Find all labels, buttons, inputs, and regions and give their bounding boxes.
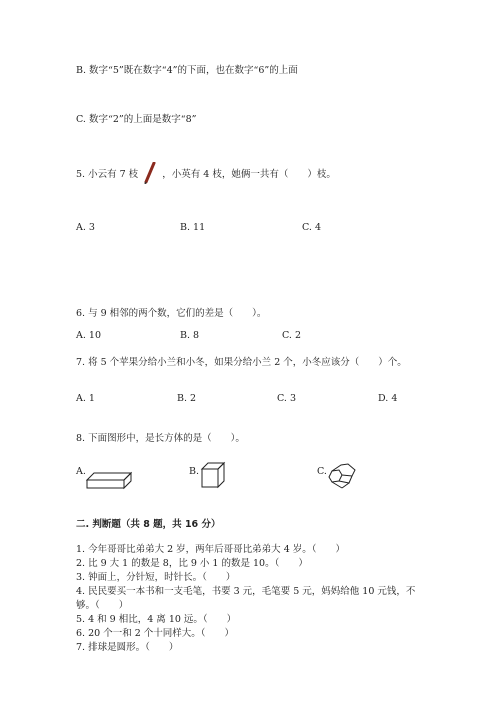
cube-icon (200, 461, 226, 489)
q5-text-before: 5. 小云有 7 枝 (76, 169, 139, 180)
judge-item-6: 6. 20 个一和 2 个十同样大。（ ） (76, 628, 235, 639)
q4-option-c: C. 数字“2”的上面是数字“8” (76, 114, 197, 125)
judge-item-5: 5. 4 和 9 相比，4 离 10 远。（ ） (76, 614, 237, 625)
q7-option-c: C. 3 (277, 393, 297, 404)
q5-question (76, 162, 336, 184)
hexagonal-prism-icon (326, 462, 358, 490)
judge-item-4-line-2: 够。（ ） (76, 600, 129, 611)
q5-text-after: ，小英有 4 枝，她俩一共有（ ）枝。 (162, 169, 336, 180)
q6-option-b: B. 8 (180, 330, 200, 341)
q8-option-b-label: B. (189, 466, 200, 477)
q8-option-c-label: C. (317, 466, 327, 477)
q6-option-a: A. 10 (76, 330, 101, 341)
judge-item-3: 3. 钟面上，分针短，时针长。（ ） (76, 572, 236, 583)
q6-option-c: C. 2 (282, 330, 302, 341)
section-2-title: 二. 判断题（共 8 题，共 16 分） (76, 519, 221, 530)
q7-option-a: A. 1 (76, 393, 95, 404)
q8-question: 8. 下面图形中，是长方体的是（ ）。 (76, 433, 245, 444)
q6-question: 6. 与 9 相邻的两个数，它们的差是（ ）。 (76, 308, 267, 319)
q8-option-a-label: A. (76, 466, 86, 477)
q7-option-b: B. 2 (177, 393, 197, 404)
q7-question: 7. 将 5 个苹果分给小兰和小冬，如果分给小兰 2 个，小冬应该分（ ）个。 (76, 357, 407, 368)
q7-option-d: D. 4 (378, 393, 398, 404)
q4-option-b: B. 数字“5”既在数字“4”的下面，也在数字“6”的上面 (76, 65, 298, 76)
judge-item-7: 7. 排球是圆形。（ ） (76, 642, 179, 653)
judge-item-4-line-1: 4. 民民要买一本书和一支毛笔，书要 3 元，毛笔要 5 元，妈妈给他 10 元钱，不 (76, 586, 416, 597)
flat-cuboid-icon (86, 468, 132, 490)
q5-option-c: C. 4 (302, 222, 322, 233)
q5-option-a: A. 3 (76, 222, 95, 233)
q5-option-b: B. 11 (180, 222, 206, 233)
pencil-icon (143, 162, 157, 184)
judge-item-1: 1. 今年哥哥比弟弟大 2 岁，两年后哥哥比弟弟大 4 岁。（ ） (76, 544, 346, 555)
judge-item-2: 2. 比 9 大 1 的数是 8，比 9 小 1 的数是 10。（ ） (76, 558, 308, 569)
